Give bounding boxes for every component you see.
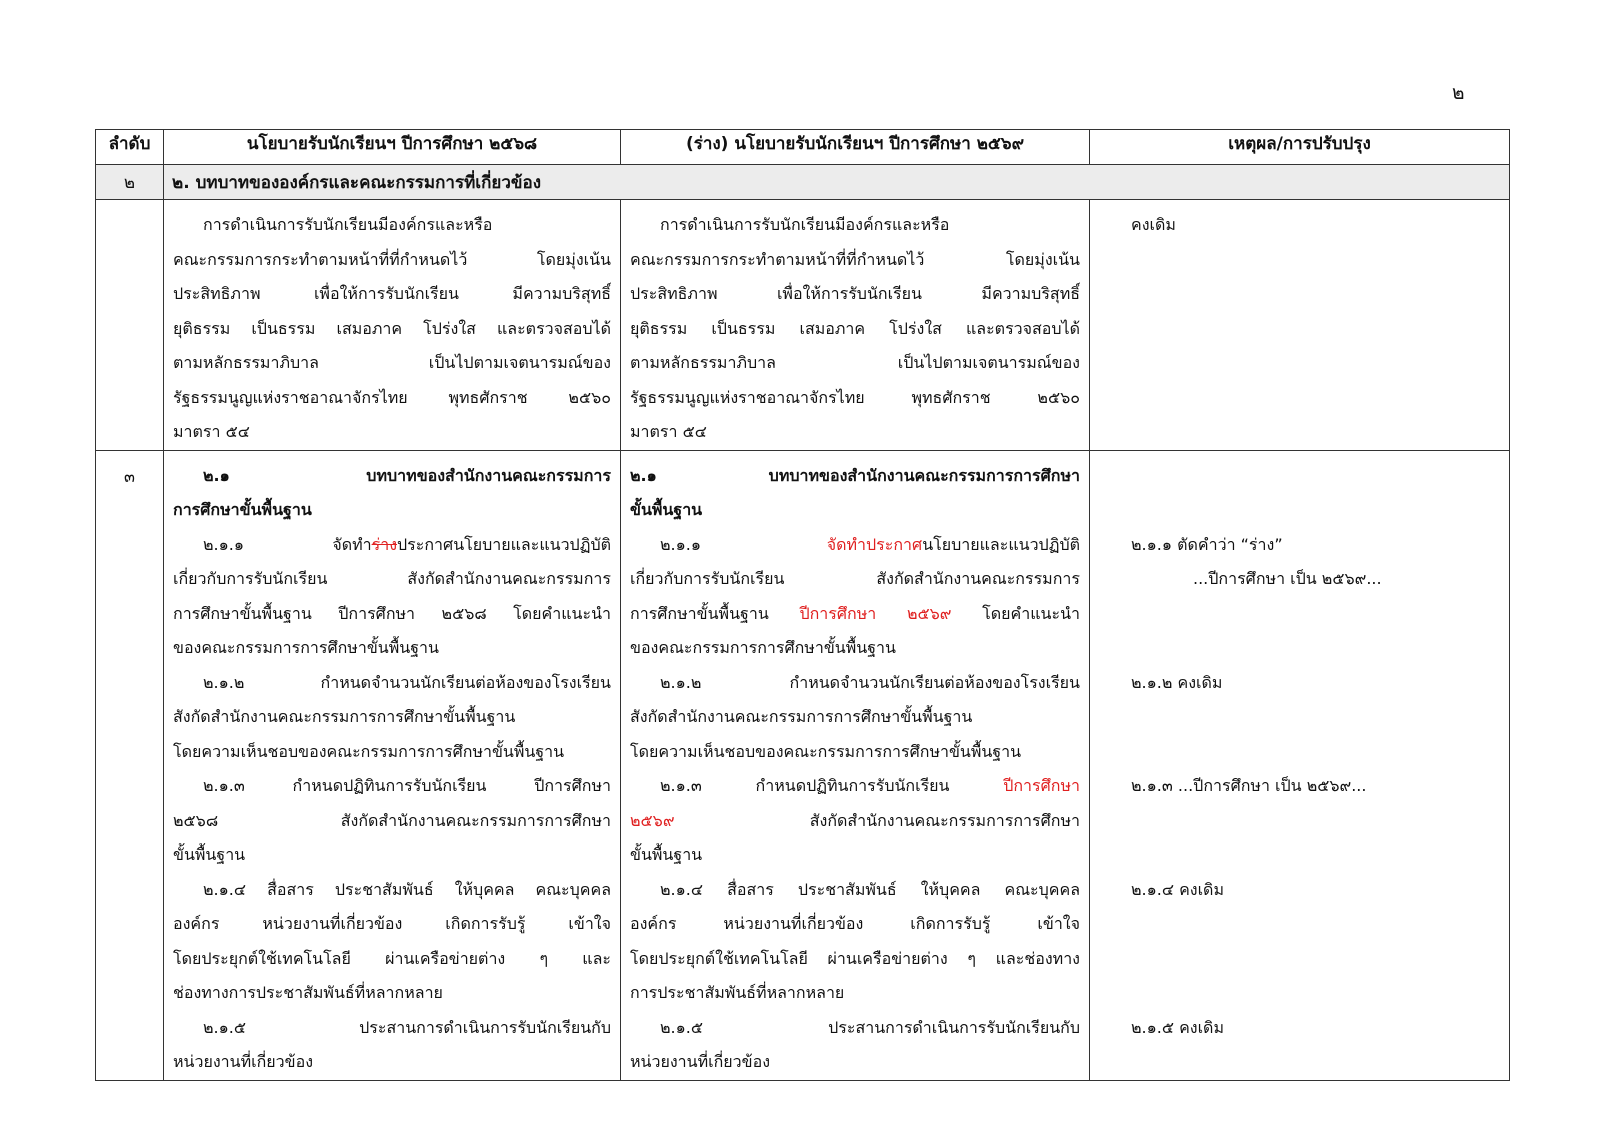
old-item-line: สังกัดสำนักงานคณะกรรมการการศึกษาขั้นพื้นฐาน xyxy=(173,707,516,726)
old-item-line: โดยความเห็นชอบของคณะกรรมการการศึกษาขั้นพื้นฐาน xyxy=(173,741,565,761)
new-item-line: สังกัดสำนักงานคณะกรรมการการศึกษาขั้นพื้นฐาน xyxy=(630,707,973,726)
page-number: ๒ xyxy=(1452,82,1465,104)
new-item-line: ๒๕๖๙ สังกัดสำนักงานคณะกรรมการการศึกษา xyxy=(630,810,1080,830)
new-item-line: องค์กร หน่วยงานที่เกี่ยวข้อง เกิดการรับรู้ เข้าใจ xyxy=(630,914,1080,933)
changed-text: ปีการศึกษา ๒๕๖๙ xyxy=(799,603,952,623)
old-item-line: ๒๕๖๘ สังกัดสำนักงานคณะกรรมการการศึกษา xyxy=(173,810,611,830)
old-item-line: ๒.๑.๒ กำหนดจำนวนนักเรียนต่อห้องของโรงเรียน xyxy=(203,672,611,692)
old-item-line: หน่วยงานที่เกี่ยวข้อง xyxy=(173,1052,313,1071)
new-line: ตามหลักธรรมาภิบาล เป็นไปตามเจตนารมณ์ของ xyxy=(630,353,1080,372)
old-policy-cell xyxy=(164,200,621,451)
old-heading: ๒.๑ บทบาทของสำนักงานคณะกรรมการ xyxy=(203,465,611,485)
row-number: ๓ xyxy=(96,450,164,1080)
section-number: ๒ xyxy=(96,165,164,200)
reason-text: ๒.๑.๔ คงเดิม xyxy=(1131,879,1224,899)
old-line: ตามหลักธรรมาภิบาล เป็นไปตามเจตนารมณ์ของ xyxy=(173,353,611,372)
section-title: ๒. บทบาทขององค์กรและคณะกรรมการที่เกี่ยวข้อง xyxy=(164,165,1510,200)
old-item-line: ๒.๑.๔ สื่อสาร ประชาสัมพันธ์ ให้บุคคล คณะบุคคล xyxy=(203,879,611,899)
header-policy-2568: นโยบายรับนักเรียนฯ ปีการศึกษา ๒๕๖๘ xyxy=(164,130,621,165)
new-line: มาตรา ๕๔ xyxy=(630,422,707,441)
new-item-line: ขั้นพื้นฐาน xyxy=(630,845,703,864)
new-line: ยุติธรรม เป็นธรรม เสมอภาค โปร่งใส และตรวจสอบได้ xyxy=(630,318,1080,338)
new-heading: ๒.๑ บทบาทของสำนักงานคณะกรรมการการศึกษา xyxy=(630,465,1080,485)
reason-text: ๒.๑.๕ คงเดิม xyxy=(1131,1017,1224,1037)
new-item-line: โดยประยุกต์ใช้เทคโนโลยี ผ่านเครือข่ายต่าง ๆ และช่องทาง xyxy=(630,948,1080,968)
old-item-line: องค์กร หน่วยงานที่เกี่ยวข้อง เกิดการรับรู้ เข้าใจ xyxy=(173,914,611,933)
changed-text: ปีการศึกษา xyxy=(1003,776,1080,795)
old-item-line: ๒.๑.๑ จัดทำร่างประกาศนโยบายและแนวปฏิบัติ xyxy=(203,534,611,554)
new-heading: ขั้นพื้นฐาน xyxy=(630,500,703,519)
old-item-line: โดยประยุกต์ใช้เทคโนโลยี ผ่านเครือข่ายต่าง ๆ และ xyxy=(173,948,611,968)
new-line: คณะกรรมการกระทำตามหน้าที่ที่กำหนดไว้ โดยมุ่งเน้น xyxy=(630,249,1080,269)
old-heading: การศึกษาขั้นพื้นฐาน xyxy=(173,500,312,519)
table-row-obec-roles xyxy=(96,450,1510,1080)
old-item-line: ขั้นพื้นฐาน xyxy=(173,845,246,864)
old-item-line: ๒.๑.๓ กำหนดปฏิทินการรับนักเรียน ปีการศึกษา xyxy=(203,776,611,795)
new-item-line: ๒.๑.๔ สื่อสาร ประชาสัมพันธ์ ให้บุคคล คณะบุคคล xyxy=(660,879,1080,899)
changed-text: จัดทำประกาศ xyxy=(826,534,923,554)
new-item-line: การประชาสัมพันธ์ที่หลากหลาย xyxy=(630,983,845,1002)
table-row-organization-roles xyxy=(96,200,1510,451)
header-draft-policy-2569: (ร่าง) นโยบายรับนักเรียนฯ ปีการศึกษา ๒๕๖๙ xyxy=(621,130,1090,165)
table-header-row xyxy=(96,130,1510,165)
old-line: รัฐธรรมนูญแห่งราชอาณาจักรไทย พุทธศักราช ๒๕๖๐ xyxy=(173,387,611,407)
new-line: รัฐธรรมนูญแห่งราชอาณาจักรไทย พุทธศักราช ๒๕๖๐ xyxy=(630,387,1080,407)
old-line: มาตรา ๕๔ xyxy=(173,422,250,441)
changed-text: ๒๕๖๙ xyxy=(630,810,675,830)
new-item-line: ๒.๑.๑ จัดทำประกาศนโยบายและแนวปฏิบัติ xyxy=(660,534,1080,554)
new-item-line: ๒.๑.๒ กำหนดจำนวนนักเรียนต่อห้องของโรงเรียน xyxy=(660,672,1080,692)
reason-text: ๒.๑.๑ ตัดคำว่า “ร่าง” xyxy=(1131,534,1283,554)
section-row xyxy=(96,165,1510,200)
new-item-line: ๒.๑.๓ กำหนดปฏิทินการรับนักเรียน ปีการศึกษา xyxy=(660,776,1080,795)
header-order: ลำดับ xyxy=(96,130,164,165)
new-policy-cell xyxy=(621,450,1090,1080)
header-reason: เหตุผล/การปรับปรุง xyxy=(1090,130,1510,165)
old-item-line: ๒.๑.๕ ประสานการดำเนินการรับนักเรียนกับ xyxy=(203,1017,611,1037)
reason-text: ...ปีการศึกษา เป็น ๒๕๖๙... xyxy=(1193,569,1382,588)
old-line: คณะกรรมการกระทำตามหน้าที่ที่กำหนดไว้ โดยมุ่งเน้น xyxy=(173,249,611,269)
new-policy-cell xyxy=(621,200,1090,451)
new-item-line: ๒.๑.๕ ประสานการดำเนินการรับนักเรียนกับ xyxy=(660,1017,1080,1037)
new-item-line: โดยความเห็นชอบของคณะกรรมการการศึกษาขั้นพื้นฐาน xyxy=(630,741,1022,761)
deleted-word: ร่าง xyxy=(371,534,398,554)
old-line: ประสิทธิภาพ เพื่อให้การรับนักเรียน มีความบริสุทธิ์ xyxy=(173,284,611,303)
old-item-line: ช่องทางการประชาสัมพันธ์ที่หลากหลาย xyxy=(173,983,443,1002)
row-number-empty xyxy=(96,200,164,451)
reason-text: ๒.๑.๓ ...ปีการศึกษา เป็น ๒๕๖๙... xyxy=(1131,776,1367,795)
old-item-line: การศึกษาขั้นพื้นฐาน ปีการศึกษา ๒๕๖๘ โดยคำแนะนำ xyxy=(173,603,611,623)
new-item-line: เกี่ยวกับการรับนักเรียน สังกัดสำนักงานคณะกรรมการ xyxy=(630,569,1080,588)
new-line: การดำเนินการรับนักเรียนมีองค์กรและหรือ xyxy=(660,215,950,234)
new-item-line: หน่วยงานที่เกี่ยวข้อง xyxy=(630,1052,770,1071)
old-policy-cell xyxy=(164,450,621,1080)
new-item-line: ของคณะกรรมการการศึกษาขั้นพื้นฐาน xyxy=(630,638,896,657)
old-item-line: เกี่ยวกับการรับนักเรียน สังกัดสำนักงานคณะกรรมการ xyxy=(173,569,611,588)
reason-cell xyxy=(1090,200,1510,451)
reason-text: ๒.๑.๒ คงเดิม xyxy=(1131,672,1223,692)
policy-comparison-table xyxy=(95,129,1510,1081)
old-line: การดำเนินการรับนักเรียนมีองค์กรและหรือ xyxy=(203,215,493,234)
new-line: ประสิทธิภาพ เพื่อให้การรับนักเรียน มีความบริสุทธิ์ xyxy=(630,284,1080,303)
new-item-line: การศึกษาขั้นพื้นฐาน ปีการศึกษา ๒๕๖๙ โดยคำแนะนำ xyxy=(630,603,1080,623)
old-line: ยุติธรรม เป็นธรรม เสมอภาค โปร่งใส และตรวจสอบได้ xyxy=(173,318,611,338)
reason-cell xyxy=(1090,450,1510,1080)
reason-text: คงเดิม xyxy=(1131,215,1176,234)
old-item-line: ของคณะกรรมการการศึกษาขั้นพื้นฐาน xyxy=(173,638,439,657)
